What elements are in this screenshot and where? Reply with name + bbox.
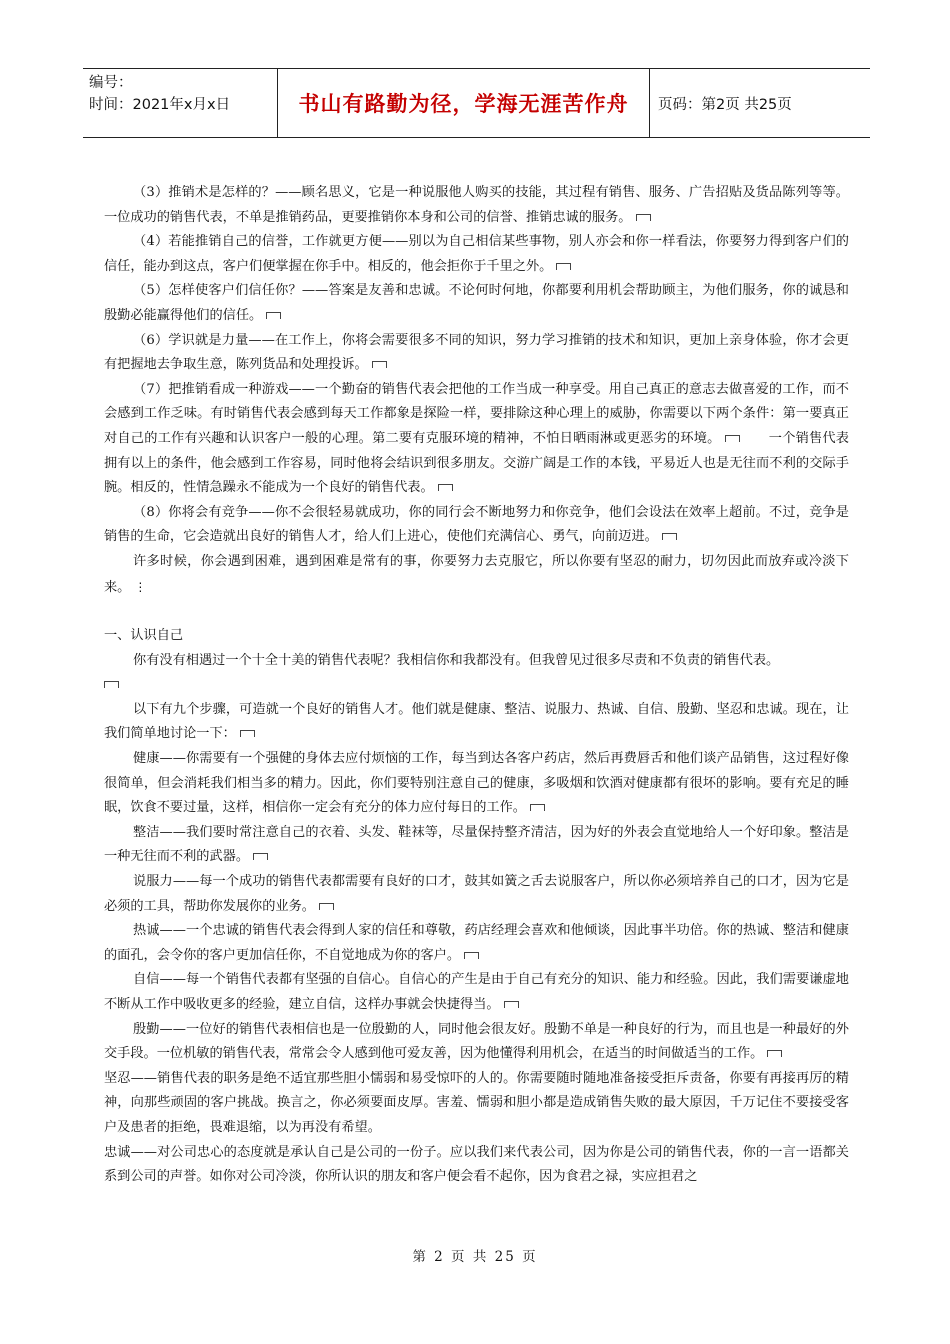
paragraph-mark-icon <box>240 730 255 737</box>
paragraph-mark-icon <box>556 263 571 270</box>
paragraph-mark-icon <box>530 804 545 811</box>
paragraph-text: 整洁——我们要时常注意自己的衣着、头发、鞋袜等，尽量保持整齐清洁，因为好的外表会直觉地给人一个好印象。整洁是一种无往而不利的武器。 <box>104 824 849 865</box>
paragraph-text: 许多时候，你会遇到困难，遇到困难是常有的事，你要努力去克服它，所以你要有坚忍的耐力，切勿因此而放弃或冷淡下来。 <box>104 553 849 595</box>
paragraph <box>104 1067 849 1141</box>
paragraph <box>104 279 849 328</box>
number-label: 编号： <box>89 75 133 91</box>
paragraph <box>104 698 849 747</box>
paragraph-mark-icon <box>662 533 677 540</box>
paragraph <box>104 1018 849 1067</box>
paragraph-text: 自信——每一个销售代表都有坚强的自信心。自信心的产生是由于自己有充分的知识、能力和经验。因此，我们需要谦虚地不断从工作中吸收更多的经验，建立自信，这样办事就会快捷得当。 <box>104 972 849 1012</box>
paragraph-text: 殷勤——一位好的销售代表相信也是一位殷勤的人，同时他会很友好。殷勤不单是一种良好的行为，而且也是一种最好的外交手段。一位机敏的销售代表，常常会令人感到他可爱友善，因为他懂得利用机会，在适当的时间做适当的工作。 <box>104 1021 849 1062</box>
paragraph-mark-icon <box>104 681 119 688</box>
paragraph <box>104 329 849 378</box>
document-header <box>83 68 870 138</box>
paragraph-text: 你有没有相遇过一个十全十美的销售代表呢？我相信你和我都没有。但我曾见过很多尽责和不负责的销售代表。 <box>133 652 780 668</box>
paragraph <box>104 649 849 674</box>
paragraph-text: 热诚——一个忠诚的销售代表会得到人家的信任和尊敬，药店经理会喜欢和他倾谈，因此事半功倍。你的热诚、整洁和健康的面孔，会令你的客户更加信任你，不自觉地成为你的客户。 <box>104 923 849 963</box>
paragraph-tail-text: 一个销售代表拥有以上的条件，他会感到工作容易，同时他将会结识到很多朋友。交游广阔是工作的本钱，平易近人也是无往而不利的交际手腕。相反的，性情急躁永不能成为一个良好的销售代表。 <box>104 430 849 496</box>
paragraph <box>104 624 849 649</box>
paragraph-text: 忠诚——对公司忠心的态度就是承认自己是公司的一份子。应以我们来代表公司，因为你是公司的销售代表，你的一言一语都关系到公司的声誉。如你对公司冷淡，你所认识的朋友和客户便会看不起你，因为食君之禄，实应担君之 <box>104 1144 849 1185</box>
paragraph-mark-icon <box>767 1050 782 1057</box>
paragraph-text: 坚忍——销售代表的职务是绝不适宜那些胆小懦弱和易受惊吓的人的。你需要随时随地准备接受拒斥责备，你要有再接再厉的精神，向那些顽固的客户挑战。换言之，你必须要面皮厚。害羞、懦弱和胆小都是造成销售失败的最大原因，千万记住不要接受客户及患者的拒绝，畏难退缩，以为再没有希望。 <box>104 1070 849 1135</box>
paragraph-mark-icon <box>266 312 281 319</box>
paragraph <box>104 870 849 919</box>
paragraph <box>104 501 849 550</box>
paragraph-text: （5）怎样使客户们信任你？——答案是友善和忠诚。不论何时何地，你都要利用机会帮助顾主，为他们服务，你的诚恳和殷勤必能赢得他们的信任。 <box>104 283 849 323</box>
paragraph <box>104 919 849 968</box>
paragraph-text: 以下有九个步骤，可造就一个良好的销售人才。他们就是健康、整洁、说服力、热诚、自信、殷勤、坚忍和忠诚。现在，让我们简单地讨论一下： <box>104 701 849 742</box>
paragraph-text: 健康——你需要有一个强健的身体去应付烦恼的工作，每当到达各客户药店，然后再费唇舌和他们谈产品销售，这过程好像很简单，但会消耗我们相当多的精力。因此，你们要特别注意自己的健康，多吸烟和饮酒对健康都有很坏的影响。要有充足的睡眠，饮食不要过量，这样，相信你一定会有充分的体力应付每日的工作。 <box>104 751 849 816</box>
paragraph-mark-icon <box>464 952 479 959</box>
paragraph <box>104 968 849 1017</box>
paragraph-mark-line <box>104 673 849 698</box>
time-label: 时间：2021年x月x日 <box>89 97 231 113</box>
paragraph <box>104 550 849 600</box>
paragraph-mark-icon <box>319 903 334 910</box>
paragraph-mark-icon <box>438 484 453 491</box>
paragraph <box>104 821 849 870</box>
header-meta-cell <box>83 69 278 137</box>
paragraph-text: （3）推销术是怎样的？——顾名思义，它是一种说服他人购买的技能，其过程有销售、服务、广告招贴及货品陈列等等。一位成功的销售代表，不单是推销药品，更要推销你本身和公司的信誉、推销忠诚的服务。 <box>104 185 849 225</box>
paragraph-mark-icon <box>636 214 651 221</box>
paragraph <box>104 378 849 501</box>
paragraph-text: （7）把推销看成一种游戏——一个勤奋的销售代表会把他的工作当成一种享受。用自己真正的意志去做喜爱的工作，而不会感到工作乏味。有时销售代表会感到每天工作都象是探险一样，要排除这种心理上的威胁，你需要以下两个条件：第一要真正对自己的工作有兴趣和认识客户一般的心理。第二要有克服环境的精神，不怕日晒雨淋或更恶劣的环境。 <box>104 381 849 446</box>
paragraph-mark-icon <box>253 853 268 860</box>
paragraph-text: （4）若能推销自己的信誉，工作就更方便——别以为自己相信某些事物，别人亦会和你一样看法，你要努力得到客户们的信任，能办到这点，客户们便掌握在你手中。相反的，他会拒你于千里之外。 <box>104 234 849 274</box>
paragraph-text: 说服力——每一个成功的销售代表都需要有良好的口才，鼓其如簧之舌去说服客户，所以你必须培养自己的口才，因为它是必须的工具，帮助你发展你的业务。 <box>104 874 849 914</box>
page-footer: 第 2 页 共 25 页 <box>412 1249 538 1265</box>
vertical-ellipsis-icon: ⋮ <box>134 579 147 594</box>
paragraph-mark-icon <box>504 1001 519 1008</box>
header-motto-cell <box>278 69 650 137</box>
paragraph <box>104 1141 849 1190</box>
paragraph-text: 一、认识自己 <box>104 628 184 644</box>
paragraph-mark-icon <box>372 361 387 368</box>
paragraph <box>104 747 849 821</box>
document-body <box>104 181 849 1190</box>
paragraph <box>104 230 849 279</box>
paragraph-mark-icon <box>725 435 740 442</box>
motto-text: 书山有路勤为径，学海无涯苦作舟 <box>298 92 629 116</box>
header-page-cell <box>650 69 870 137</box>
paragraph <box>104 181 849 230</box>
page-info: 页码：第2页 共25页 <box>658 96 792 113</box>
paragraph-text: （8）你将会有竞争——你不会很轻易就成功，你的同行会不断地努力和你竞争，他们会设法在效率上超前。不过，竞争是销售的生命，它会造就出良好的销售人才，给人们上进心，使他们充满信心、勇气，向前迈进。 <box>104 504 849 545</box>
paragraph-text: （6）学识就是力量——在工作上，你将会需要很多不同的知识，努力学习推销的技术和知识，更加上亲身体验，你才会更有把握地去争取生意，陈列货品和处理投诉。 <box>104 332 849 373</box>
